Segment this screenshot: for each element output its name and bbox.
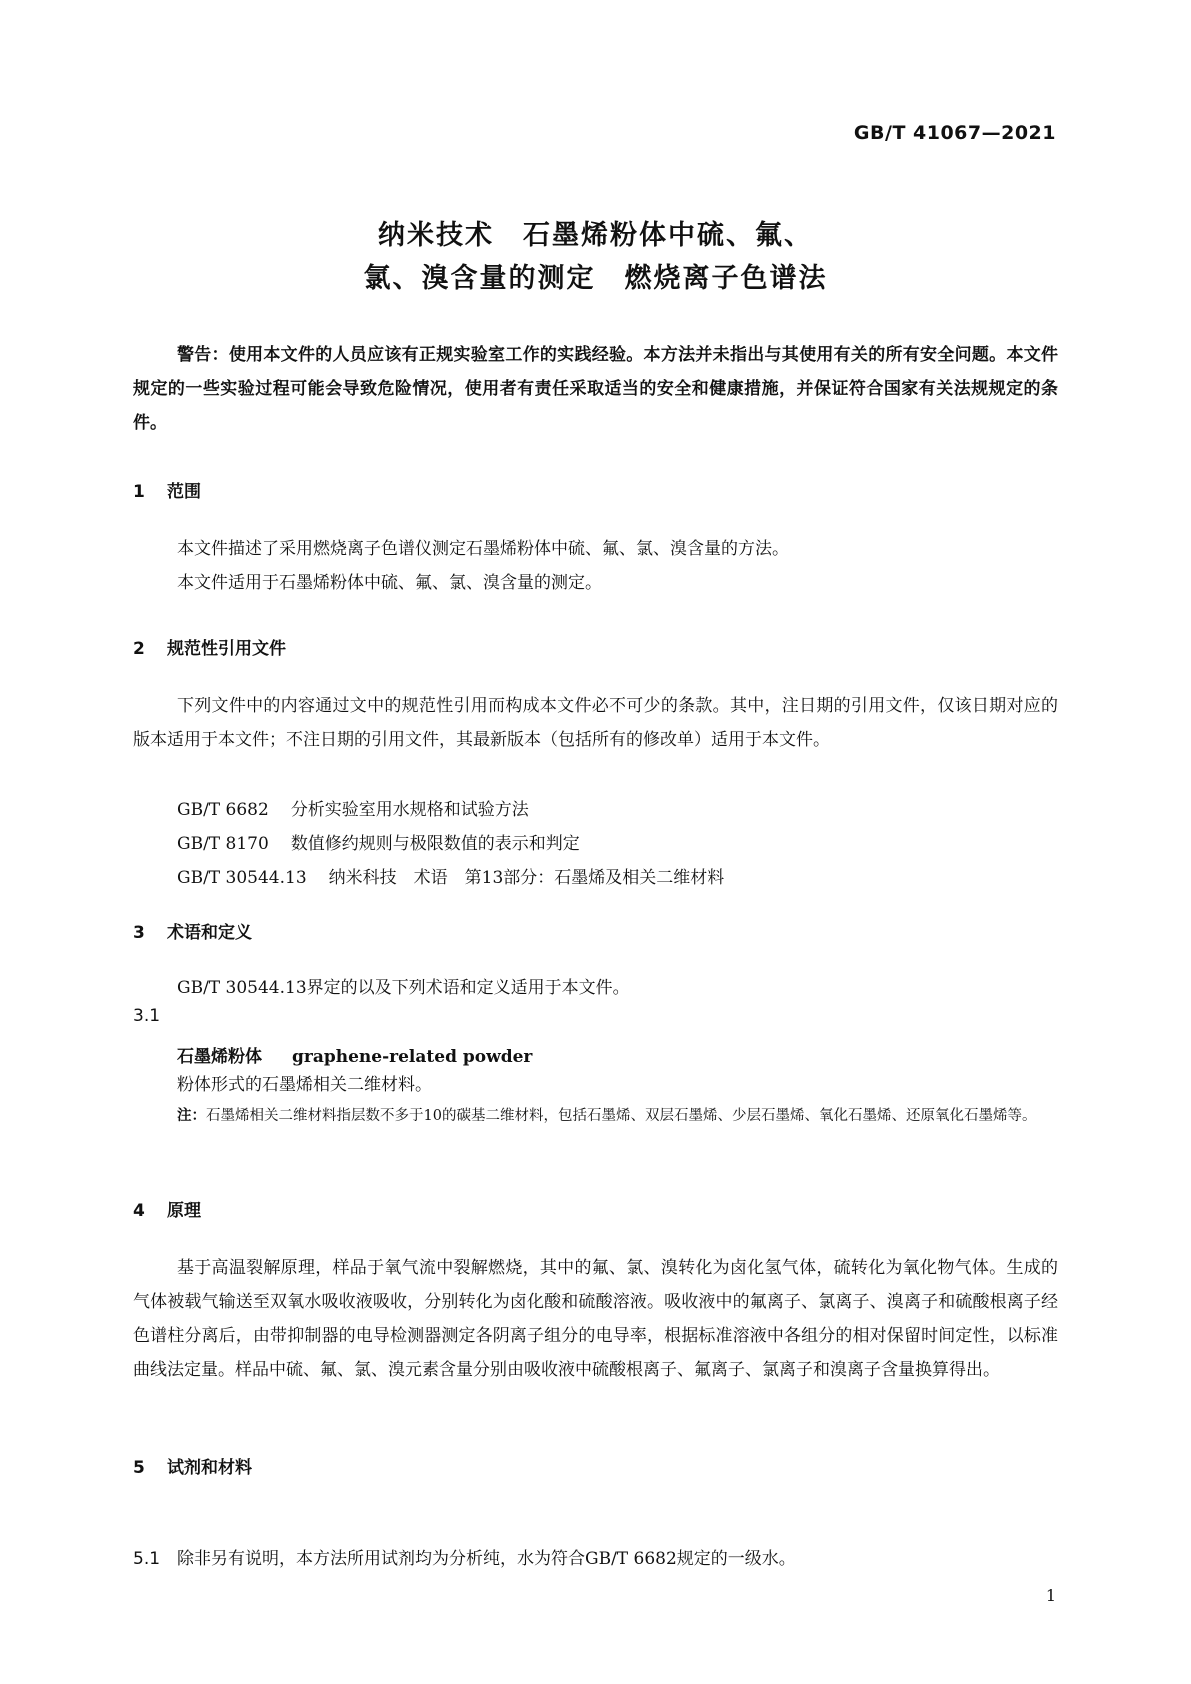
clause-5-1	[133, 1544, 796, 1569]
term-note	[177, 1102, 1058, 1131]
normative-references-intro: 下列文件中的内容通过文中的规范性引用而构成本文件必不可少的条款。其中，注日期的引用文件，仅该日期对应的版本适用于本文件；不注日期的引用文件，其最新版本（包括所有的修改单）适用于本文件。	[133, 696, 1058, 750]
section-number: 1	[133, 482, 145, 502]
title-line-1: 纳米技术 石墨烯粉体中硫、氟、	[378, 220, 813, 251]
term-number: 3.1	[133, 1006, 161, 1026]
section-3-heading	[133, 918, 252, 943]
reference-code: GB/T 6682	[177, 800, 269, 820]
section-1-heading	[133, 477, 201, 502]
reference-item	[177, 829, 580, 854]
note-label: 注：	[177, 1108, 206, 1124]
standard-code: GB/T 41067—2021	[853, 122, 1056, 144]
reference-code: GB/T 30544.13	[177, 868, 307, 888]
reference-code: GB/T 8170	[177, 834, 269, 854]
section-title: 试剂和材料	[167, 1458, 252, 1478]
section-number: 5	[133, 1458, 145, 1478]
scope-paragraph-1: 本文件描述了采用燃烧离子色谱仪测定石墨烯粉体中硫、氟、氯、溴含量的方法。	[177, 539, 789, 559]
reference-title: 分析实验室用水规格和试验方法	[290, 800, 529, 820]
page-number: 1	[1045, 1586, 1056, 1605]
reference-item	[177, 795, 529, 820]
section-title: 原理	[167, 1201, 201, 1221]
term-english: graphene-related powder	[292, 1047, 533, 1067]
section-2-heading	[133, 634, 286, 659]
reference-title: 数值修约规则与极限数值的表示和判定	[290, 834, 580, 854]
term-definition: 粉体形式的石墨烯相关二维材料。	[177, 1075, 432, 1095]
clause-number: 5.1	[133, 1549, 161, 1569]
reference-title: 纳米科技 术语 第13部分：石墨烯及相关二维材料	[328, 868, 725, 888]
section-number: 4	[133, 1201, 145, 1221]
scope-paragraph-2: 本文件适用于石墨烯粉体中硫、氟、氯、溴含量的测定。	[177, 573, 602, 593]
term-entry	[177, 1042, 532, 1067]
section-number: 3	[133, 923, 145, 943]
section-title: 术语和定义	[167, 923, 252, 943]
title-line-2: 氯、溴含量的测定 燃烧离子色谱法	[363, 263, 828, 294]
terms-intro: GB/T 30544.13界定的以及下列术语和定义适用于本文件。	[177, 978, 630, 998]
section-title: 规范性引用文件	[167, 639, 286, 659]
section-4-heading	[133, 1196, 201, 1221]
section-title: 范围	[167, 482, 201, 502]
warning-paragraph: 警告：使用本文件的人员应该有正规实验室工作的实践经验。本方法并未指出与其使用有关的所有安全问题。本文件规定的一些实验过程可能会导致危险情况，使用者有责任采取适当的安全和健康措施，并保证符合国家有关法规规定的条件。	[133, 345, 1058, 433]
reference-item	[177, 863, 724, 888]
note-text: 石墨烯相关二维材料指层数不多于10的碳基二维材料，包括石墨烯、双层石墨烯、少层石墨烯、氧化石墨烯、还原氧化石墨烯等。	[206, 1108, 1037, 1124]
section-number: 2	[133, 639, 145, 659]
principle-paragraph: 基于高温裂解原理，样品于氧气流中裂解燃烧，其中的氟、氯、溴转化为卤化氢气体，硫转化为氧化物气体。生成的气体被载气输送至双氧水吸收液吸收，分别转化为卤化酸和硫酸溶液。吸收液中的氟离子、氯离子、溴离子和硫酸根离子经色谱柱分离后，由带抑制器的电导检测器测定各阴离子组分的电导率，根据标准溶液中各组分的相对保留时间定性，以标准曲线法定量。样品中硫、氟、氯、溴元素含量分别由吸收液中硫酸根离子、氟离子、氯离子和溴离子含量换算得出。	[133, 1258, 1058, 1380]
section-5-heading	[133, 1453, 252, 1478]
term-chinese: 石墨烯粉体	[177, 1047, 262, 1067]
clause-text: 除非另有说明，本方法所用试剂均为分析纯，水为符合GB/T 6682规定的一级水。	[177, 1549, 796, 1569]
